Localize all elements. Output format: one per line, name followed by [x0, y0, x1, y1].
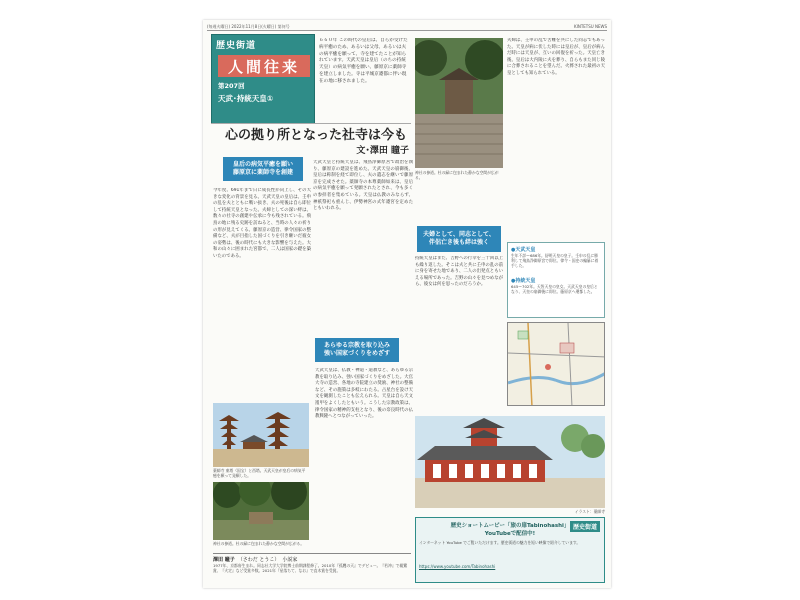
series-label: 歴史街道	[216, 41, 257, 51]
author-profile-name: 澤田 瞳子	[213, 557, 235, 563]
author-profile-role: 小説家	[282, 557, 298, 563]
illustration-image	[415, 416, 605, 508]
profile-info-box	[507, 242, 605, 318]
promo-logo: 歴史街道	[570, 521, 600, 532]
info-box-body: 生年不詳〜686年。舒明天皇の皇子。壬申の乱に勝利して飛鳥浄御原宮で即位。律令・国史の編纂に着手した。	[511, 253, 599, 269]
promo-body: インターネット YouTube でご覧いただけます。歴史街道の魅力を短い映像で紹介しています。	[419, 540, 581, 545]
section-heading-1	[223, 157, 303, 181]
section-heading-3	[315, 338, 399, 362]
masthead-date: (毎週火曜日) 2022年11月8日(火曜日) 第何号	[207, 23, 290, 29]
section-heading-3-line1: あらゆる宗教を取り込み	[323, 342, 390, 349]
series-title-box	[211, 34, 315, 124]
shrine-gate-photo	[415, 38, 503, 168]
info-box-title-2: ●持統天皇	[511, 278, 536, 284]
section-heading-2-line1: 夫婦として、同志として、	[423, 231, 495, 238]
section-heading-1-line1: 皇后の病気平癒を願い	[232, 161, 293, 168]
article-title: 心の拠り所となった社寺は今も	[225, 128, 408, 143]
promo-url-link[interactable]: https://www.youtube.com/Tabinohashi	[419, 564, 496, 569]
section-heading-2-line2: 伴侶亡き後も絆は強く	[428, 239, 489, 246]
temple-illustration	[415, 416, 605, 508]
author-profile-reading: （さわだ とうこ）	[237, 557, 280, 563]
shrine-image	[415, 38, 503, 168]
article-column-2: 天武天皇と持統天皇は、飛鳥浄御原宮で政治を執り、藤原京の建設を進めた。天武天皇の崩御後、皇后は称制を経て即位し、夫の遺志を継いで藤原京を完成させた。薬師寺の本尊薬師如来は、皇后の病気平癒を願って発願されたとされ、今も多くの参拝者を集めている。天皇は仏教のみならず、神祇祭祀も重んじ、伊勢神宮の式年遷宮を定めたともいわれる。	[313, 160, 413, 212]
temple-photo	[213, 403, 309, 467]
forest-photo	[213, 482, 309, 540]
temple-photo-caption: 薬師寺 東塔（国宝）と西塔。天武天皇が皇后の病気平癒を願って発願した。	[213, 468, 306, 479]
newspaper-page	[203, 20, 611, 588]
section-heading-3-line2: 強い国家づくりをめざす	[323, 350, 390, 357]
article-column-3-lower: 持統天皇はまた、吉野への行幸を三十回以上も繰り返した。そこは夫と共に壬申の乱の前に身を寄せた地であり、二人の出発点ともいえる場所であった。吉野の山々を見つめながら、彼女は何を思ったのだろうか。	[415, 256, 503, 288]
series-subject: 天武･持統天皇①	[218, 94, 274, 103]
author-profile-bio: 1977年、京都府生まれ。同志社大学大学院博士前期課程修了。2010年『孤鷹の天』でデビュー。『若冲』で親鸞賞、『火定』など受賞多数。2021年『星落ちて、なお』で直木賞を受賞。	[213, 563, 408, 574]
lead-paragraph: ６６０年 この時代の皇后は、自らが受けた病平癒のため、あるいは父母、あるいは夫の病平癒を願って、寺を建てたことが知られています。天武天皇は皇后（のちの持統天皇）の病気平癒を願い、藤原京に薬師寺を建立しました。寺は平城京遷都に伴い現在の地に移されました。	[319, 38, 408, 84]
article-column-1: 今年度、691年まで日に成長性が向上し、その大きな変化の背景を見る。天武天皇の皇后は、壬申の乱を夫とともに戦い抜き、夫の死後は自ら即位して持統天皇となった。夫婦としての深い絆は、数々の社寺の創建や伝承に今も残されている。飛鳥の地に残る史跡を訪ねると、当時の人々の祈りの形が見えてくる。藤原京の造営、律令国家の整備など、夫が目指した国づくりを引き継いだ彼女の姿勢は、後の時代にも大きな影響を与えた。大和の山々に囲まれた宮都で、二人は国家の礎を築いたのである。	[213, 188, 311, 259]
article-column-2-lower: 天武天皇は、仏教・神道・道教など、あらゆる宗教を取り込み、強い国家づくりをめざした。大官大寺の造営、各地の寺院建立の奨励、神社の整備など、その施策は多岐にわたる。占星台を設け天文を観測したことも伝えられる。天皇は自ら天文遁甲をよくしたともいう。こうした宗教政策は、律令国家の精神的支柱となり、後の奈良時代の仏教興隆へとつながっていった。	[315, 368, 413, 420]
series-name: 人間往来	[218, 55, 310, 77]
forest-image	[213, 482, 309, 540]
shrine-photo-caption: 神社の参道。杜の緑に包まれた静かな空間が広がる。	[415, 170, 499, 181]
promo-subtitle: YouTubeで配信中!	[484, 531, 536, 537]
article-author: 文･澤田 瞳子	[356, 146, 409, 156]
section-heading-2	[417, 226, 501, 252]
author-profile	[213, 553, 411, 586]
section-heading-1-line2: 藤原京に薬師寺を創建	[232, 169, 293, 176]
map-image	[508, 323, 605, 406]
masthead	[207, 23, 607, 31]
area-map	[507, 322, 605, 406]
article-column-3: 夫婦は、壬申の乱で苦難を共にした同志でもあった。天皇が病に伏した時には皇后が、皇后が病んだ時には天皇が、互いの回復を祈った。天皇亡き後、皇后は大内陵に夫を葬り、自らもまた同じ陵に合葬されることを望んだ。火葬された最初の天皇としても知られている。	[507, 38, 605, 76]
video-promo-box	[415, 517, 605, 583]
promo-title: 歴史ショートムービー「旅の扉Tabinohashi」	[450, 523, 570, 529]
issue-number: 第207回	[218, 82, 245, 90]
illustration-credit: イラスト：薬師寺	[574, 509, 605, 514]
forest-photo-caption: 神社の参道。杜の緑に包まれた静かな空間が広がる。	[213, 541, 305, 546]
info-box-body-2: 645〜702年。天智天皇の皇女。天武天皇の皇后となり、天皇の崩御後に即位。藤原京へ遷都した。	[511, 284, 598, 295]
masthead-publication: KINTETSU NEWS	[574, 24, 607, 29]
info-box-title: ●天武天皇	[511, 247, 536, 253]
pagoda-image	[213, 403, 309, 467]
